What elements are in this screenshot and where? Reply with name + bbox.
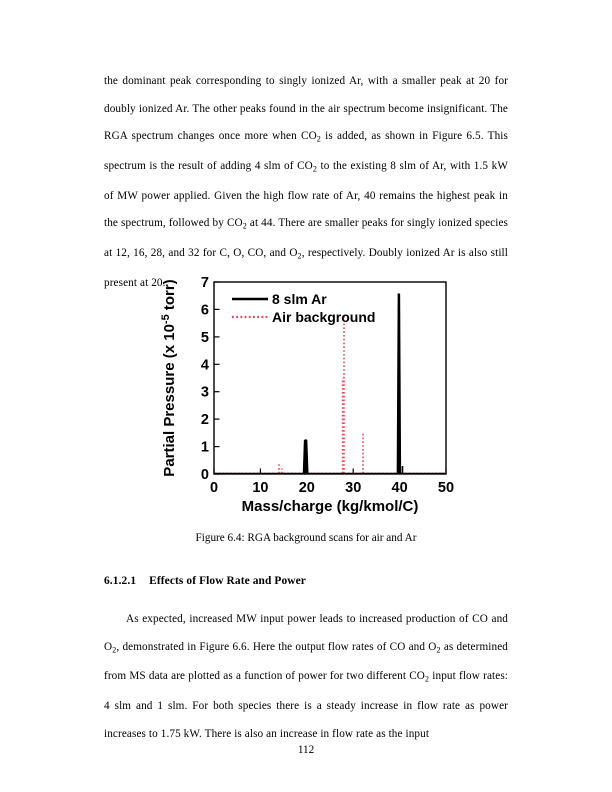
y-tick-0: 0 [200,467,209,483]
x-tick-20: 20 [298,480,315,496]
x-tick-30: 30 [345,480,362,496]
svg-text:Partial Pressure (x 10-5 torr): Partial Pressure (x $10^{-5}$ torr) [160,279,178,477]
chart-svg [156,274,456,516]
legend-label-air-background: Air background [272,309,376,325]
y-tick-7: 7 [200,275,209,291]
x-tick-0: 0 [209,480,219,496]
y-tick-4: 4 [200,357,209,374]
x-axis-label: Mass/charge (kg/kmol/C) [241,498,419,515]
section-heading [104,575,508,587]
lower-text-block [104,606,508,748]
figure-caption: Figure 6.4: RGA background scans for air and Ar [195,532,417,544]
legend-label-8-slm-ar: 8 slm Ar [272,291,327,307]
x-tick-40: 40 [391,480,408,496]
page-number: 112 [297,744,315,756]
page-content [104,68,509,740]
x-tick-50: 50 [437,480,455,496]
y-tick-1: 1 [200,439,209,456]
section-title: Effects of Flow Rate and Power [149,575,306,587]
figure-6-4 [104,274,508,546]
section-number: 6.1.2.1 [104,575,137,587]
x-tick-10: 10 [252,480,269,496]
y-tick-6: 6 [200,302,209,319]
y-tick-labels [201,275,209,483]
rga-spectrum-chart [156,274,456,516]
paragraph-top: the dominant peak corresponding to singly ionized Ar, with a smaller peak at 20 for doubly ionized Ar. The other peaks found in the air spectrum become insignificant. The RGA spectrum changes once more when $CO_2$ is added, as shown in Figure 6.5. This spectrum is the result of adding 4 slm of $CO_2$ to the existing 8 slm of Ar, with 1.5 kW of MW power applied. Given the high flow rate of Ar, 40 remains the highest peak in the spectrum, followed by $CO_2$ at 44. There are smaller peaks for singly ionized species at 12, 16, 28, and 32 for C, O, CO, and $O_2$, respectively. Doubly ionized Ar is also still present at 20. [104,75,509,289]
y-tick-3: 3 [200,384,209,401]
x-tick-labels [210,480,454,496]
y-tick-2: 2 [200,412,209,429]
y-axis-label [160,279,178,476]
y-tick-5: 5 [200,329,209,346]
paragraph-bottom: As expected, increased MW input power leads to increased production of CO and $O_2$, demonstrated in Figure 6.6. Here the output flow rates of CO and $O_2$ as determined from MS data are plotted as a function of power for two different $CO_2$ input flow rates: 4 slm and 1 slm. For both species there is a steady increase in flow rate as power increases to 1.75 kW. There is also an increase in flow rate as the input [104,613,509,740]
